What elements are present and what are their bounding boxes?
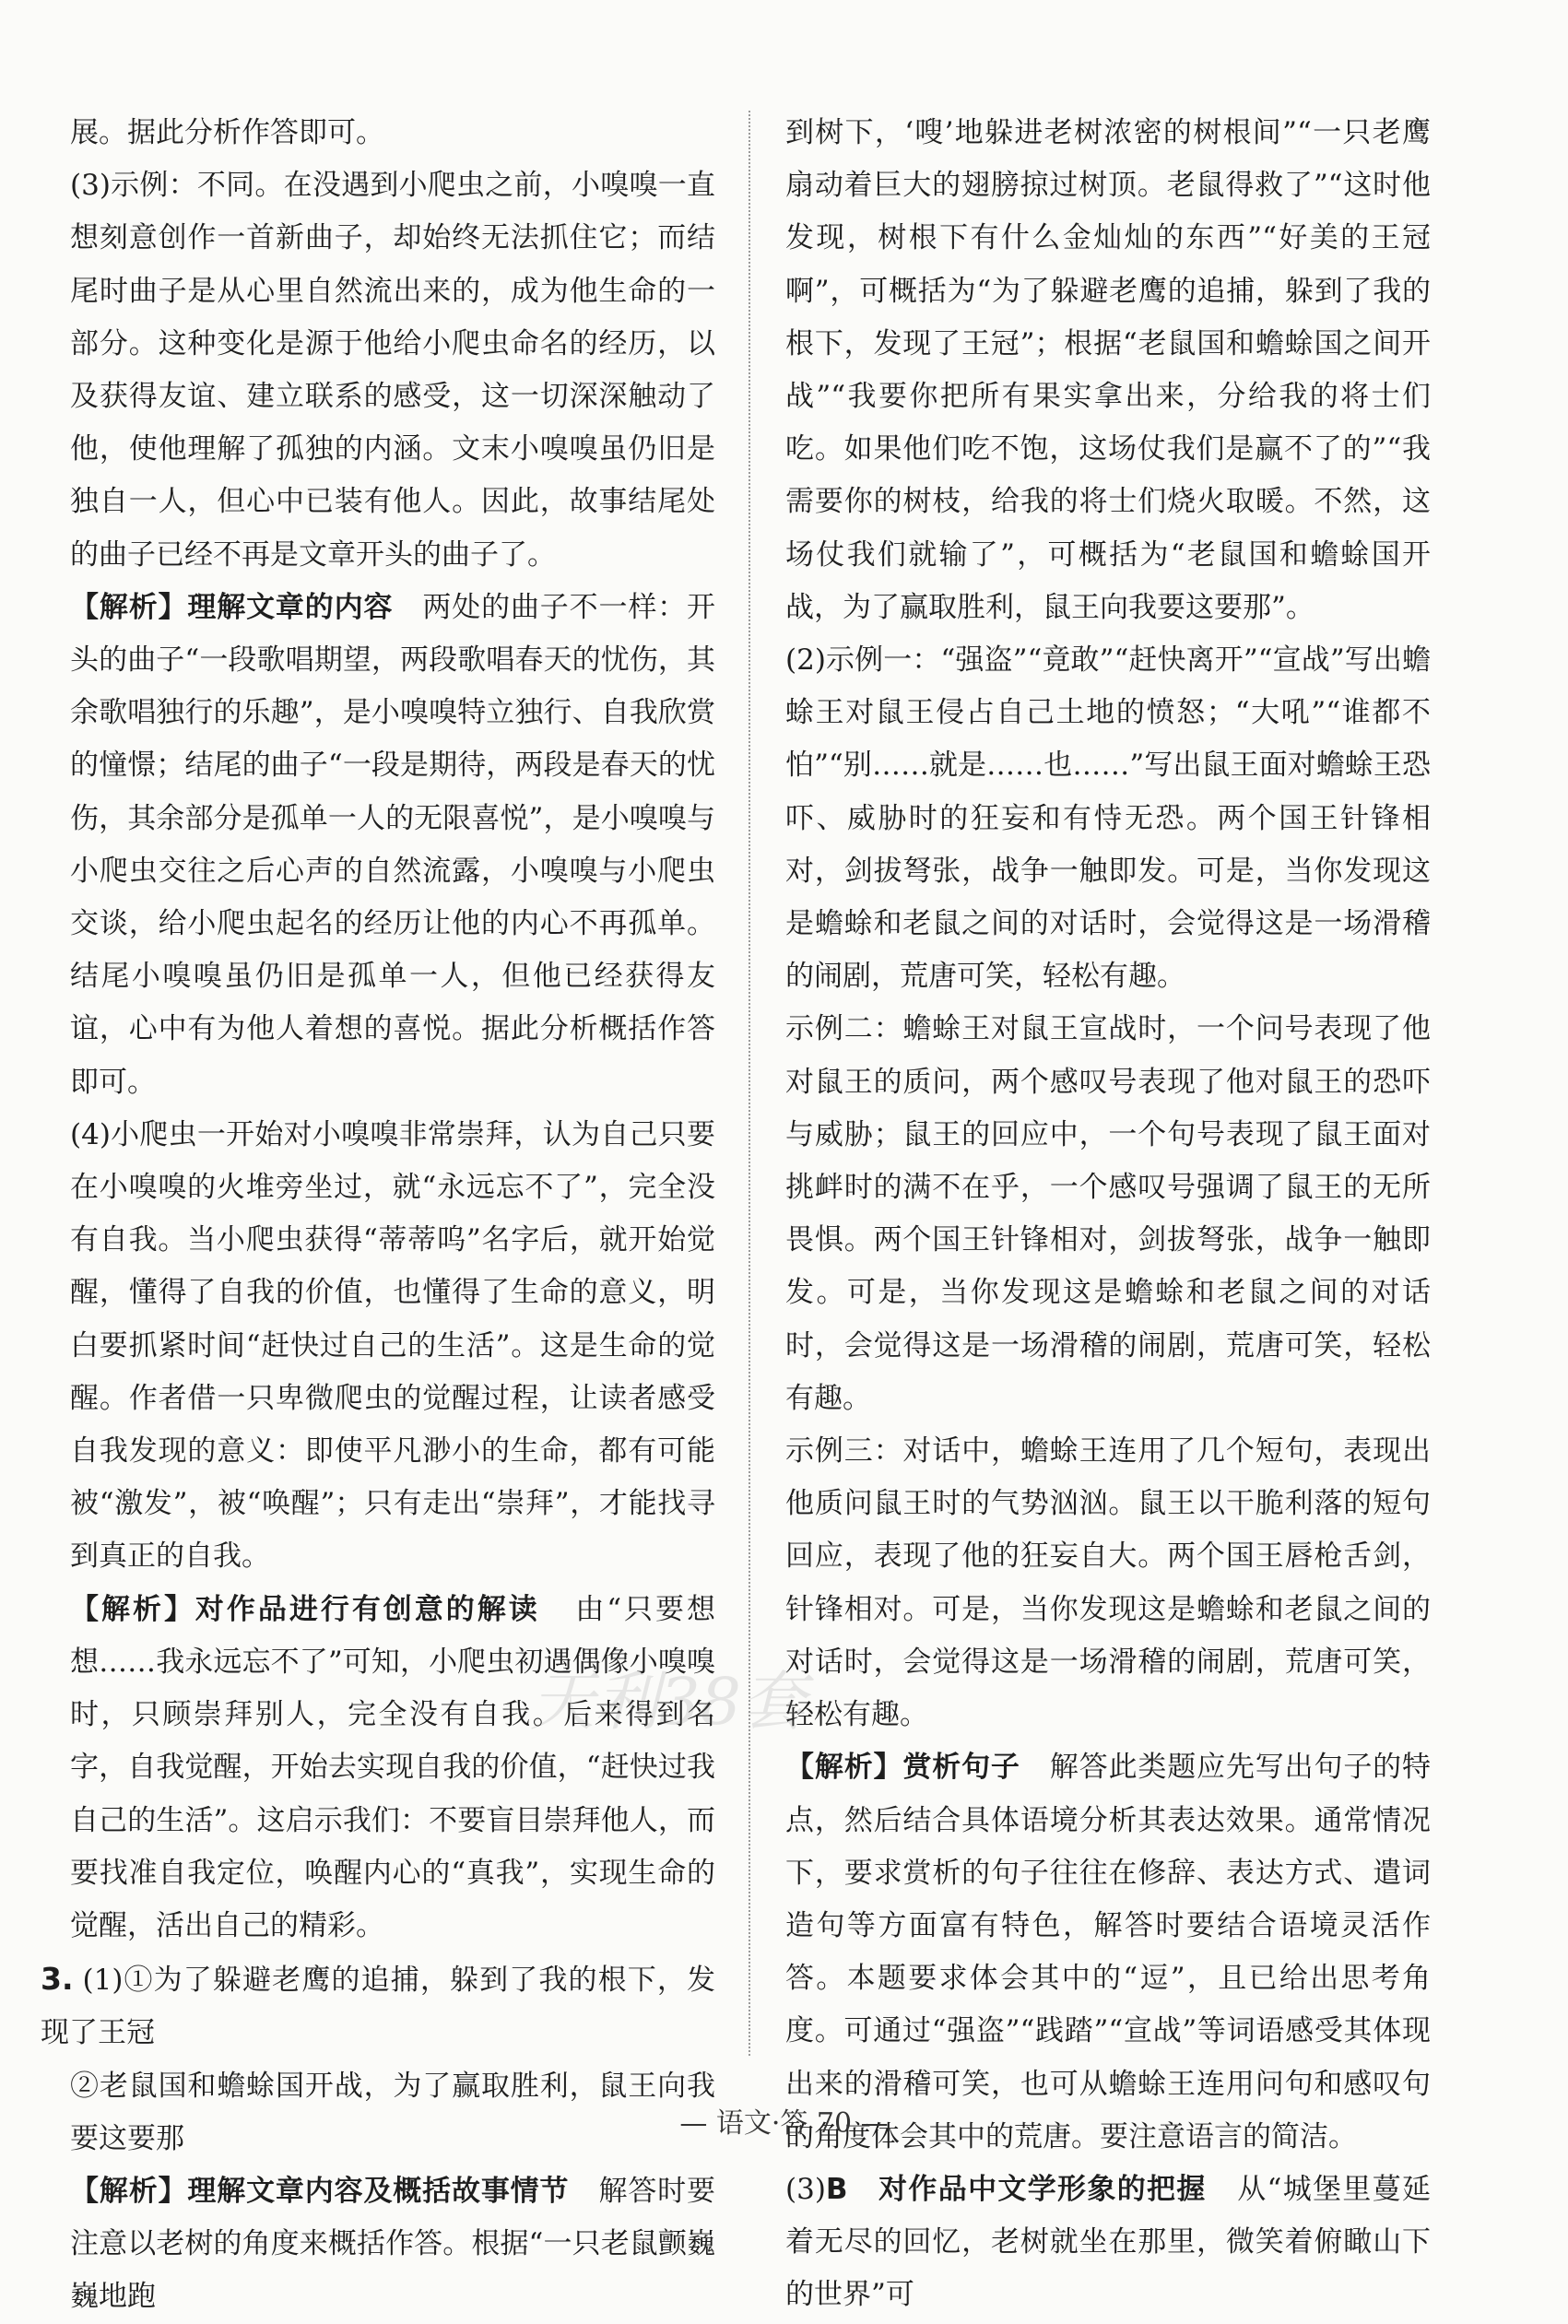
analysis-body: 解答此类题应先写出句子的特点，然后结合具体语境分析其表达效果。通常情况下，要求赏析的句子往往在修辞、表达方式、遣词造句等方面富有特色，解答时要结合语境灵活作答。本题要求体会其中的“逗”，且已给出思考角度。可通过“强盗”“践踏”“宣战”等词语感受其体现出来的滑稽可笑，也可从蟾蜍王连用问句和感叹句的角度体会其中的荒唐。要注意语言的简洁。 (785, 1751, 1432, 2153)
analysis-tag: 【解析】对作品进行有创意的解读 (70, 1592, 540, 1626)
question-3-part-1 (41, 1952, 715, 2059)
analysis-body: 两处的曲子不一样：开头的曲子“一段歌唱期望，两段歌唱春天的忧伤，其余歌唱独行的乐趣”，是小嗅嗅特立独行、自我欣赏的憧憬；结尾的曲子“一段是期待，两段是春天的忧伤，其余部分是孤单一人的无限喜悦”，是小嗅嗅与小爬虫交往之后心声的自然流露，小嗅嗅与小爬虫交谈，给小爬虫起名的经历让他的内心不再孤单。结尾小嗅嗅虽仍旧是孤单一人，但他已经获得友谊，心中有为他人着想的喜悦。据此分析概括作答即可。 (70, 590, 716, 1099)
paragraph: 示例二：蟾蜍王对鼠王宣战时，一个问号表现了他对鼠王的质问，两个感叹号表现了他对鼠王的恐吓与威胁；鼠王的回应中，一个句号表现了鼠王面对挑衅时的满不在乎，一个感叹号强调了鼠王的无所畏惧。两个国王针锋相对，剑拔弩张，战争一触即发。可是，当你发现这是蟾蜍和老鼠之间的对话时，会觉得这是一场滑稽的闹剧，荒唐可笑，轻松有趣。 (785, 1012, 1431, 1415)
paragraph: (2)示例一：“强盗”“竟敢”“赶快离开”“宣战”写出蟾蜍王对鼠王侵占自己土地的愤怒；“大吼”“谁都不怕”“别……就是……也……”写出鼠王面对蟾蜍王恐吓、威胁时的狂妄和有恃无恐。两个国王针锋相对，剑拔弩张，战争一触即发。可是，当你发现这是蟾蜍和老鼠之间的对话时，会觉得这是一场滑稽的闹剧，荒唐可笑，轻松有趣。 (785, 643, 1431, 994)
analysis-tag: 【解析】赏析句子 (785, 1751, 1020, 1785)
analysis-paragraph (70, 2165, 715, 2324)
paragraph: 展。据此分析作答即可。 (70, 116, 384, 149)
paragraph: 到树下，‘嗖’地躲进老树浓密的树根间”“一只老鹰扇动着巨大的翅膀掠过树顶。老鼠得救了”“这时他发现，树根下有什么金灿灿的东西”“好美的王冠啊”，可概括为“为了躲避老鹰的追捕，躲到了我的根下，发现了王冠”；根据“老鼠国和蟾蜍国之间开战”“我要你把所有果实拿出来，分给我的将士们吃。如果他们吃不饱，这场仗我们是赢不了的”“我需要你的树枝，给我的将士们烧火取暖。不然，这场仗我们就输了”，可概括为“老鼠国和蟾蜍国开战，为了赢取胜利，鼠王向我要这要那”。 (785, 116, 1431, 624)
answer-letter: B (825, 2172, 848, 2206)
analysis-body: 从“城堡里蔓延着无尽的回忆，老树就坐在那里，微笑着俯瞰山下的世界”可 (785, 2172, 1432, 2312)
paragraph: 示例三：对话中，蟾蜍王连用了几个短句，表现出他质问鼠王时的气势汹汹。鼠王以干脆利落的短句回应，表现了他的狂妄自大。两个国王唇枪舌剑，针锋相对。可是，当你发现这是蟾蜍和老鼠之间的对话时，会觉得这是一场滑稽的闹剧，荒唐可笑，轻松有趣。 (785, 1434, 1431, 1732)
analysis-tag: 【解析】理解文章的内容 (70, 590, 394, 624)
page-footer: — 语文·答 70 — (679, 2107, 889, 2140)
analysis-body: 解答时要注意以老树的角度来概括作答。根据“一只老鼠颤巍巍地跑 (70, 2174, 716, 2314)
analysis-tag: 【解析】理解文章内容及概括故事情节 (70, 2174, 570, 2208)
left-column (41, 107, 716, 2324)
analysis-tag: 对作品中文学形象的把握 (878, 2172, 1207, 2206)
column-divider (749, 111, 750, 2056)
answer-text: (1)①为了躲避老鹰的追捕，躲到了我的根下，发现了王冠 (41, 1964, 715, 2050)
watermark-text: 天利38套 (530, 1664, 807, 1740)
question-prefix: (3) (785, 2172, 826, 2206)
question-number: 3. (41, 1961, 74, 1998)
question-3-part-3 (785, 2164, 1431, 2322)
analysis-body: 由“只要想想……我永远忘不了”可知，小爬虫初遇偶像小嗅嗅时，只顾崇拜别人，完全没有自我。后来得到名字，自我觉醒，开始去实现自我的价值，“赶快过我自己的生活”。这启示我们：不要盲目崇拜他人，而要找准自我定位，唤醒内心的“真我”，实现生命的觉醒，活出自己的精彩。 (70, 1592, 716, 1942)
analysis-paragraph (70, 582, 715, 1109)
paragraph: (3)示例：不同。在没遇到小爬虫之前，小嗅嗅一直想刻意创作一首新曲子，却始终无法抓住它；而结尾时曲子是从心里自然流出来的，成为他生命的一部分。这种变化是源于他给小爬虫命名的经历，以及获得友谊、建立联系的感受，这一切深深触动了他，使他理解了孤独的内涵。文末小嗅嗅虽仍旧是独自一人，但心中已装有他人。因此，故事结尾处的曲子已经不再是文章开头的曲子了。 (70, 169, 715, 572)
paragraph: (4)小爬虫一开始对小嗅嗅非常崇拜，认为自己只要在小嗅嗅的火堆旁坐过，就“永远忘不了”，完全没有自我。当小爬虫获得“蒂蒂呜”名字后，就开始觉醒，懂得了自我的价值，也懂得了生命的意义，明白要抓紧时间“赶快过自己的生活”。这是生命的觉醒。作者借一只卑微爬虫的觉醒过程，让读者感受自我发现的意义：即使平凡渺小的生命，都有可能被“激发”，被“唤醒”；只有走出“崇拜”，才能找寻到真正的自我。 (70, 1117, 715, 1574)
question-3-part-2: ②老鼠国和蟾蜍国开战，为了赢取胜利，鼠王向我要这要那 (70, 2069, 715, 2155)
right-column (785, 107, 1431, 2322)
analysis-paragraph (70, 1584, 715, 1952)
